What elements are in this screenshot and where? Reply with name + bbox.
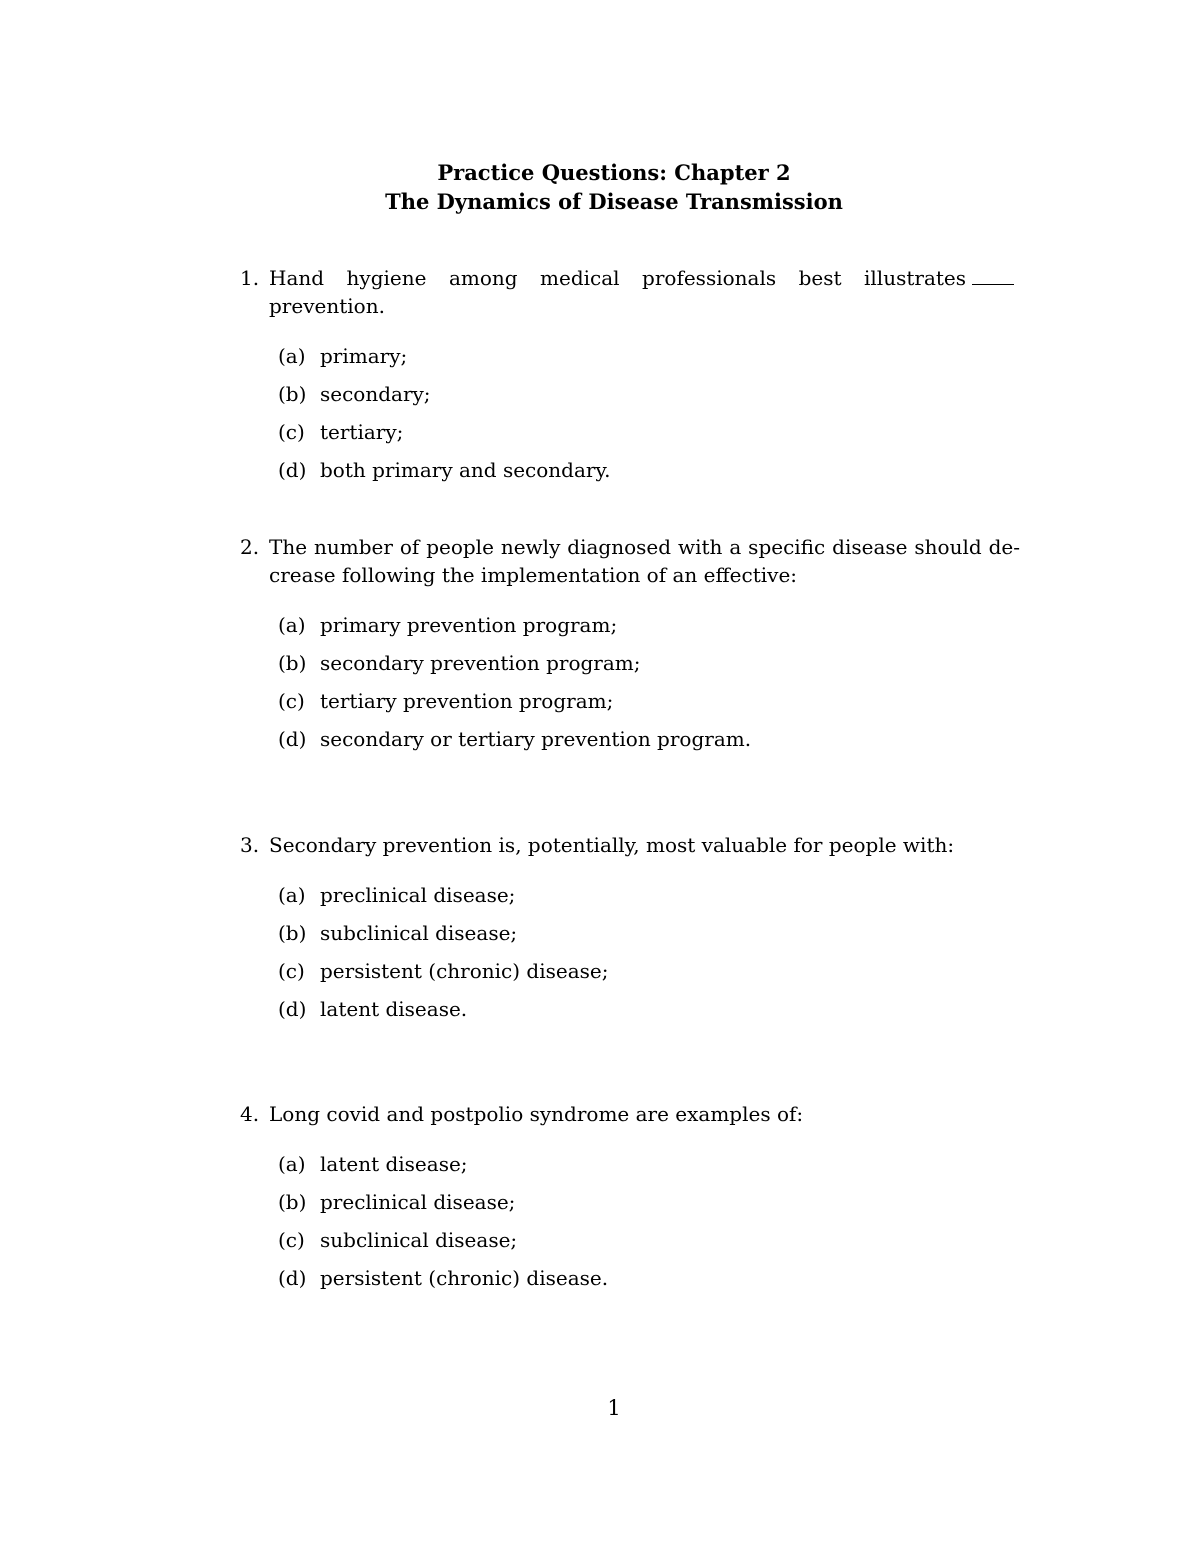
option-label: (b) (278, 921, 307, 945)
option-text: subclinical disease; (320, 1228, 518, 1252)
option-list (240, 1150, 1020, 1302)
option-b (278, 919, 1020, 957)
option-label: (c) (278, 420, 305, 444)
question-number: 4. (240, 1102, 260, 1126)
option-text: latent disease. (320, 997, 468, 1021)
option-text: preclinical disease; (320, 1190, 516, 1214)
option-text: persistent (chronic) disease. (320, 1266, 609, 1290)
option-b (278, 380, 1020, 418)
option-a (278, 881, 1020, 919)
option-c (278, 957, 1020, 995)
option-list (240, 342, 1020, 494)
option-d (278, 995, 1020, 1033)
option-label: (d) (278, 997, 307, 1021)
question-3 (240, 831, 1020, 1033)
option-text: both primary and secondary. (320, 458, 611, 482)
question-stem (240, 264, 1020, 320)
option-text: tertiary; (320, 420, 404, 444)
option-label: (a) (278, 883, 306, 907)
option-text: secondary prevention program; (320, 651, 641, 675)
option-label: (c) (278, 959, 305, 983)
option-text: tertiary prevention program; (320, 689, 614, 713)
option-b (278, 1188, 1020, 1226)
option-text: secondary; (320, 382, 431, 406)
option-d (278, 1264, 1020, 1302)
option-b (278, 649, 1020, 687)
option-label: (b) (278, 382, 307, 406)
question-4 (240, 1100, 1020, 1302)
option-label: (d) (278, 727, 307, 751)
option-text: latent disease; (320, 1152, 468, 1176)
option-list (240, 881, 1020, 1033)
option-text: preclinical disease; (320, 883, 516, 907)
option-label: (d) (278, 458, 307, 482)
option-text: primary prevention program; (320, 613, 618, 637)
option-text: secondary or tertiary prevention program. (320, 727, 752, 751)
option-c (278, 687, 1020, 725)
option-a (278, 611, 1020, 649)
option-label: (a) (278, 344, 306, 368)
option-list (240, 611, 1020, 763)
option-a (278, 342, 1020, 380)
question-stem (240, 831, 1020, 859)
option-text: persistent (chronic) disease; (320, 959, 609, 983)
option-c (278, 1226, 1020, 1264)
page-number: 1 (607, 1396, 621, 1420)
option-text: subclinical disease; (320, 921, 518, 945)
option-label: (b) (278, 1190, 307, 1214)
option-label: (c) (278, 689, 305, 713)
option-c (278, 418, 1020, 456)
question-text-after-blank: prevention. (269, 294, 385, 318)
question-number: 3. (240, 833, 260, 857)
option-label: (b) (278, 651, 307, 675)
question-1 (240, 264, 1020, 494)
option-label: (a) (278, 1152, 306, 1176)
option-d (278, 456, 1020, 494)
document-title (0, 158, 1200, 216)
option-label: (c) (278, 1228, 305, 1252)
question-number: 1. (240, 266, 260, 290)
question-text: The number of people newly diagnosed with a specific disease should de-crease following the implementation of an effective: (269, 535, 1020, 587)
option-label: (d) (278, 1266, 307, 1290)
question-text-before-blank: Hand hygiene among medical professionals best illustrates (269, 266, 966, 290)
question-text: Secondary prevention is, potentially, most valuable for people with: (269, 833, 955, 857)
question-2 (240, 533, 1020, 763)
answer-blank (972, 269, 1014, 285)
option-label: (a) (278, 613, 306, 637)
question-number: 2. (240, 535, 260, 559)
option-text: primary; (320, 344, 408, 368)
option-a (278, 1150, 1020, 1188)
option-d (278, 725, 1020, 763)
title-line-chapter: Practice Questions: Chapter 2 (437, 160, 791, 185)
title-line-topic: The Dynamics of Disease Transmission (385, 189, 843, 214)
question-text: Long covid and postpolio syndrome are examples of: (269, 1102, 804, 1126)
question-stem (240, 533, 1020, 589)
question-stem (240, 1100, 1020, 1128)
